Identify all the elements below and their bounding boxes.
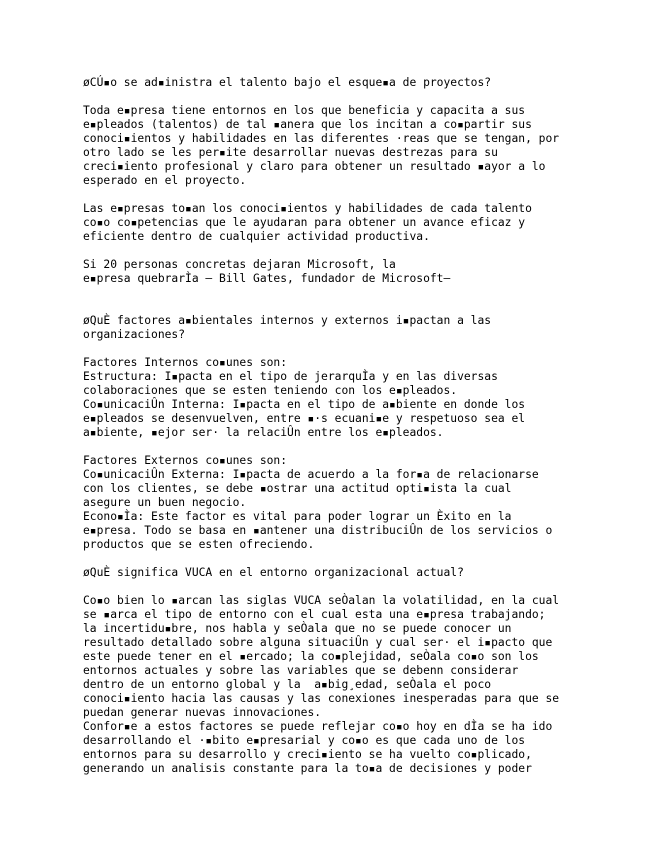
paragraph-line: generando un analisis constante para la to▪a de decisiones y poder (83, 762, 532, 775)
paragraph-line: la incertidu▪bre, nos habla y seÒala que no se puede conocer un (83, 622, 512, 635)
paragraph-line: Confor▪e a estos factores se puede reflejar co▪o hoy en dÌa se ha ido (83, 720, 553, 733)
subheading-external-factors: Factores Externos co▪unes son: (83, 454, 288, 467)
paragraph-line: entornos actuales y sobre las variables que se debenn considerar (83, 664, 519, 677)
quote-line: Si 20 personas concretas dejaran Microsoft, la (83, 258, 396, 271)
paragraph-line: puedan generar nuevas innovaciones. (83, 706, 322, 719)
heading-talent-management: øCÚ▪o se ad▪inistra el talento bajo el esque▪a de proyectos? (83, 76, 492, 89)
paragraph-line: esperado en el proyecto. (83, 174, 247, 187)
paragraph-line: e▪pleados se desenvuelven, entre ▪·s ecuani▪e y respetuoso sea el (83, 412, 526, 425)
paragraph-line: conoci▪iento hacia las causas y las conexiones inesperadas para que se (83, 692, 560, 705)
paragraph-line: Co▪unicaciÛn Interna: I▪pacta en el tipo de a▪biente en donde los (83, 398, 526, 411)
paragraph-line: colaboraciones que se esten teniendo con los e▪pleados. (83, 384, 458, 397)
paragraph-line: Econo▪Ìa: Este factor es vital para poder lograr un Èxito en la (83, 510, 512, 523)
paragraph-line: a▪biente, ▪ejor ser· la relaciÛn entre los e▪pleados. (83, 426, 444, 439)
paragraph-line: e▪pleados (talentos) de tal ▪anera que los incitan a co▪partir sus (83, 118, 532, 131)
paragraph-line: conoci▪ientos y habilidades en las diferentes ·reas que se tengan, por (83, 132, 560, 145)
paragraph-line: co▪o co▪petencias que le ayudaran para obtener un avance eficaz y (83, 216, 526, 229)
paragraph-line: dentro de un entorno global y la a▪big¸edad, seÒala el poco (83, 678, 492, 691)
paragraph-line: con los clientes, se debe ▪ostrar una actitud opti▪ista la cual (83, 482, 512, 495)
subheading-internal-factors: Factores Internos co▪unes son: (83, 356, 288, 369)
paragraph-line: creci▪iento profesional y claro para obtener un resultado ▪ayor a lo (83, 160, 546, 173)
quote-line: e▪presa quebrarÌa – Bill Gates, fundador de Microsoft– (83, 272, 451, 285)
heading-vuca: øQuÈ significa VUCA en el entorno organizacional actual? (83, 566, 464, 579)
paragraph-line: productos que se esten ofreciendo. (83, 538, 315, 551)
paragraph-line: Toda e▪presa tiene entornos en los que beneficia y capacita a sus (83, 104, 526, 117)
paragraph-line: desarrollando el ·▪bito e▪presarial y co▪o es que cada uno de los (83, 734, 526, 747)
paragraph-line: Co▪unicaciÛn Externa: I▪pacta de acuerdo a la for▪a de relacionarse (83, 468, 539, 481)
heading-environmental-factors: organizaciones? (83, 328, 186, 341)
paragraph-line: Estructura: I▪pacta en el tipo de jerarquÌa y en las diversas (83, 370, 498, 383)
paragraph-line: Co▪o bien lo ▪arcan las siglas VUCA seÒalan la volatilidad, en la cual (83, 594, 560, 607)
paragraph-line: otro lado se les per▪ite desarrollar nuevas destrezas para su (83, 146, 498, 159)
paragraph-line: entornos para su desarrollo y creci▪iento se ha vuelto co▪plicado, (83, 748, 532, 761)
paragraph-line: eficiente dentro de cualquier actividad productiva. (83, 230, 430, 243)
paragraph-line: se ▪arca el tipo de entorno con el cual esta una e▪presa trabajando; (83, 608, 546, 621)
paragraph-line: asegure un buen negocio. (83, 496, 247, 509)
paragraph-line: este puede tener en el ▪ercado; la co▪plejidad, seÒala co▪o son los (83, 650, 539, 663)
paragraph-line: Las e▪presas to▪an los conoci▪ientos y habilidades de cada talento (83, 202, 532, 215)
heading-environmental-factors: øQuÈ factores a▪bientales internos y externos i▪pactan a las (83, 314, 492, 327)
paragraph-line: resultado detallado sobre alguna situaciÛn y cual ser· el i▪pacto que (83, 636, 553, 649)
paragraph-line: e▪presa. Todo se basa en ▪antener una distribuciÛn de los servicios o (83, 524, 553, 537)
